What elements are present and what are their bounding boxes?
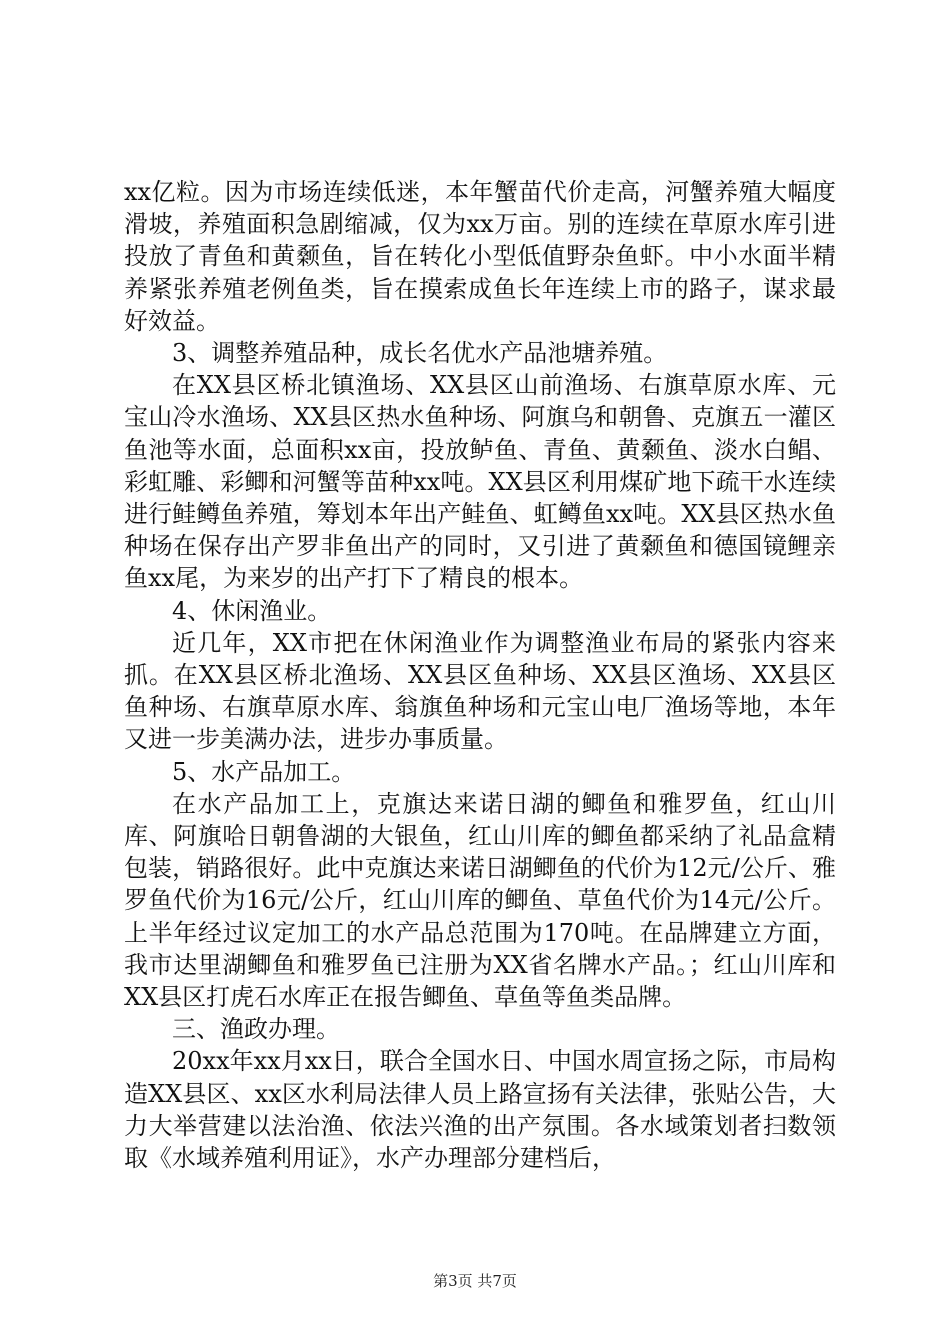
section-heading-breeding-varieties: 3、调整养殖品种，成长名优水产品池塘养殖。 bbox=[172, 339, 668, 368]
paragraph-breeding-varieties: 在XX县区桥北镇渔场、XX县区山前渔场、右旗草原水库、元宝山冷水渔场、XX县区热水鱼种场、阿旗乌和朝鲁、克旗五一灌区鱼池等水面，总面积xx亩，投放鲈鱼、青鱼、黄颡鱼、淡水白鲳、彩虹雕、彩鲫和河蟹等苗种xx吨。XX县区利用煤矿地下疏干水连续进行鲑鳟鱼养殖，筹划本年出产鲑鱼、虹鳟鱼xx吨。XX县区热水鱼种场在保存出产罗非鱼出产的同时，又引进了黄颡鱼和德国镜鲤亲鱼xx尾，为来岁的出产打下了精良的根本。 bbox=[124, 371, 836, 593]
paragraph-processing: 在水产品加工上，克旗达来诺日湖的鲫鱼和雅罗鱼，红山川库、阿旗哈日朝鲁湖的大银鱼，红山川库的鲫鱼都采纳了礼品盒精包装，销路很好。此中克旗达来诺日湖鲫鱼的代价为12元/公斤、雅罗鱼代价为16元/公斤，红山川库的鲫鱼、草鱼代价为14元/公斤。上半年经过议定加工的水产品总范围为170吨。在品牌建立方面，我市达里湖鲫鱼和雅罗鱼已注册为XX省名牌水产品。；红山川库和XX县区打虎石水库正在报告鲫鱼、草鱼等鱼类品牌。 bbox=[124, 789, 836, 1012]
paragraph-continuation: xx亿粒。因为市场连续低迷，本年蟹苗代价走高，河蟹养殖大幅度滑坡，养殖面积急剧缩减，仅为xx万亩。别的连续在草原水库引进投放了青鱼和黄颡鱼，旨在转化小型低值野杂鱼虾。中小水面半精养紧张养殖老例鱼类，旨在摸索成鱼长年连续上市的路子，谋求最好效益。 bbox=[124, 178, 836, 335]
section-heading-leisure-fishery: 4、休闲渔业。 bbox=[172, 596, 332, 625]
page-number-footer: 第3页 共7页 bbox=[433, 1272, 517, 1290]
section-heading-processing: 5、水产品加工。 bbox=[172, 757, 356, 786]
section-heading-fishery-administration: 三、渔政办理。 bbox=[172, 1015, 340, 1044]
document-body bbox=[124, 176, 836, 1174]
paragraph-fishery-administration: 20xx年xx月xx日，联合全国水日、中国水周宣扬之际，市局构造XX县区、xx区水利局法律人员上路宣扬有关法律，张贴公告，大力大举营建以法治渔、依法兴渔的出产氛围。各水域策划者扫数领取《水域养殖利用证》，水产办理部分建档后， bbox=[124, 1047, 836, 1173]
paragraph-leisure-fishery: 近几年，XX市把在休闲渔业作为调整渔业布局的紧张内容来抓。在XX县区桥北渔场、XX县区鱼种场、XX县区渔场、XX县区鱼种场、右旗草原水库、翁旗鱼种场和元宝山电厂渔场等地，本年又进一步美满办法，进步办事质量。 bbox=[124, 628, 836, 754]
